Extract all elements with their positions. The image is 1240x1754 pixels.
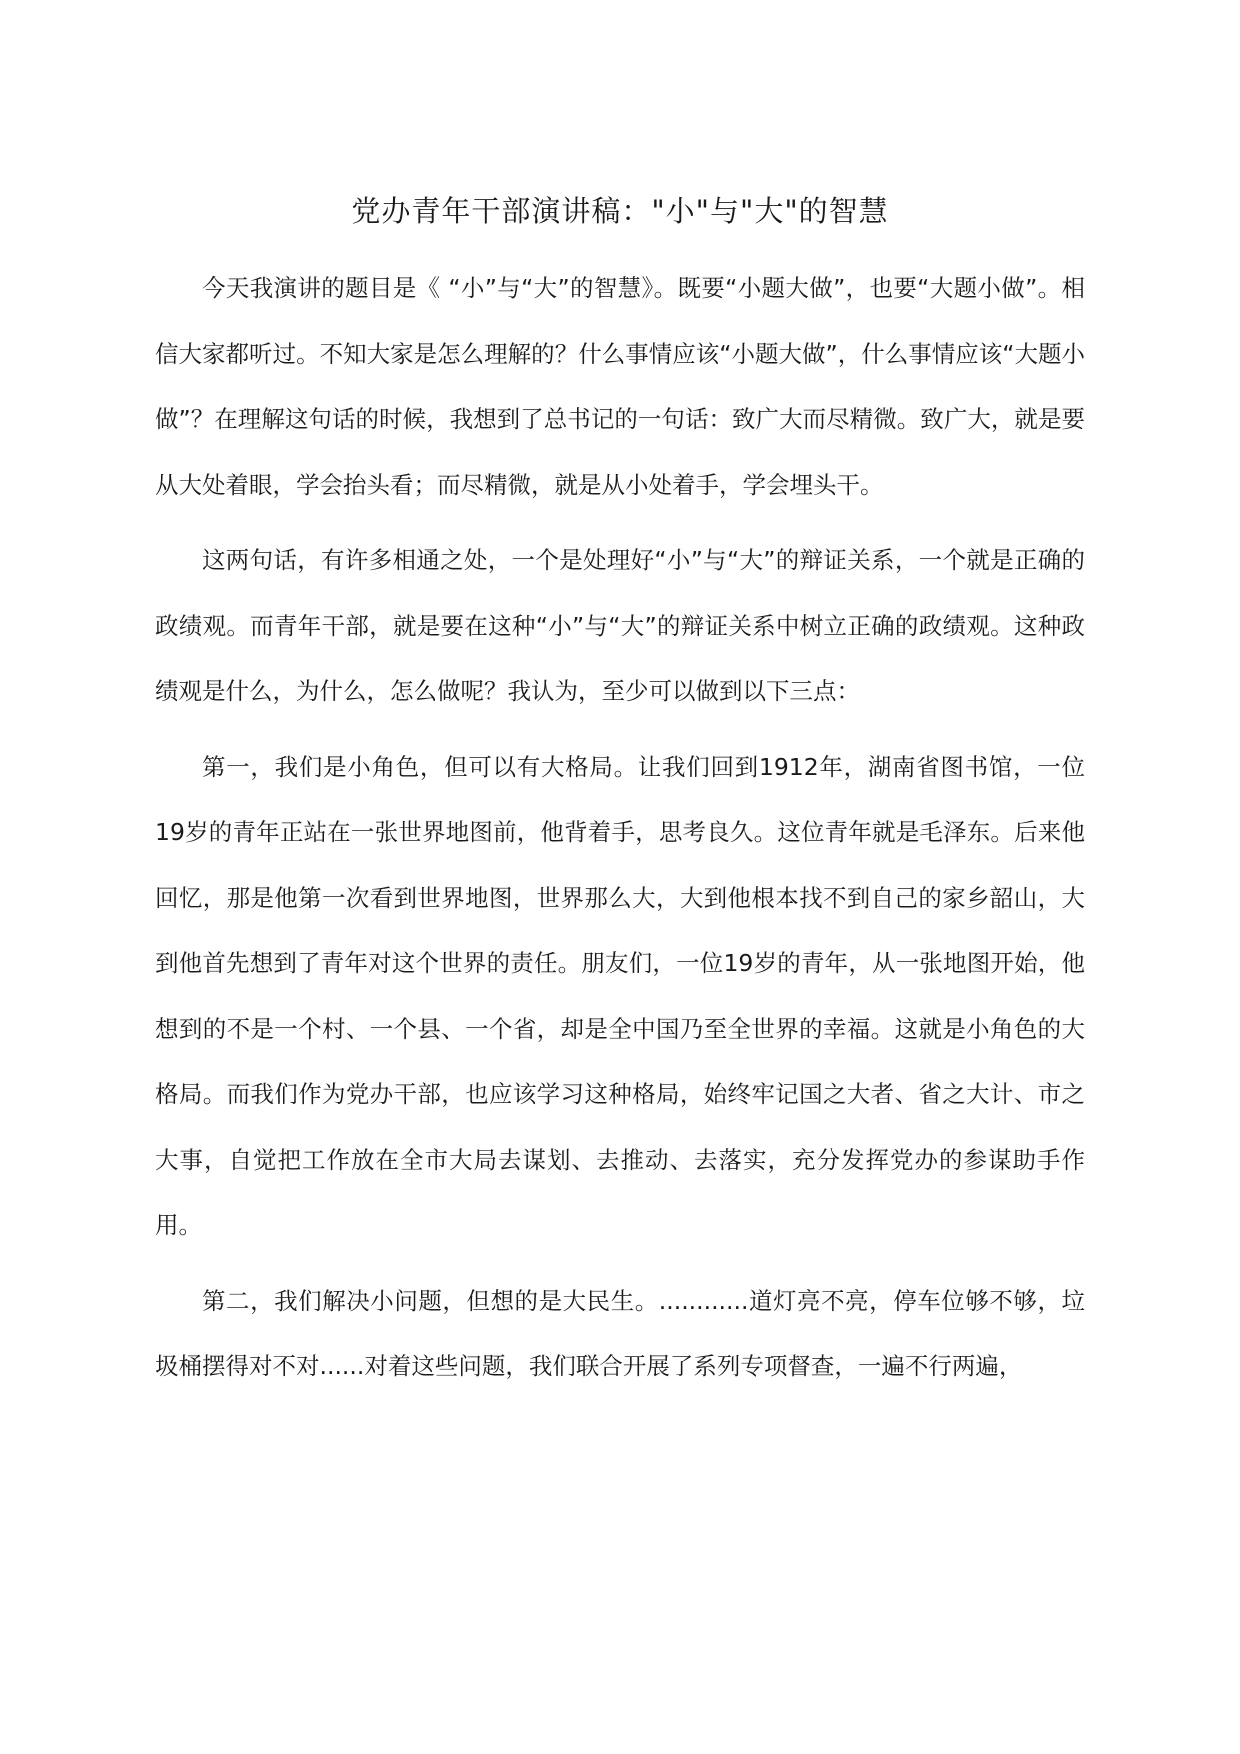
document-body (155, 256, 1085, 1410)
document-title: 党办青年干部演讲稿："小"与"大"的智慧 (351, 194, 889, 228)
paragraph-point-two: 第二，我们解决小问题，但想的是大民生。............道灯亮不亮，停车位够不够，垃圾桶摆得对不对......对着这些问题，我们联合开展了系列专项督查，一遍不行两遍， (155, 1286, 1085, 1380)
paragraph-relation: 这两句话，有许多相通之处，一个是处理好“小”与“大”的辩证关系，一个就是正确的政绩观。而青年干部，就是要在这种“小”与“大”的辩证关系中树立正确的政绩观。这种政绩观是什么，为什么，怎么做呢？我认为，至少可以做到以下三点： (155, 546, 1085, 705)
paragraph-point-one: 第一，我们是小角色，但可以有大格局。让我们回到1912年，湖南省图书馆，一位19岁的青年正站在一张世界地图前，他背着手，思考良久。这位青年就是毛泽东。后来他回忆，那是他第一次看到世界地图，世界那么大，大到他根本找不到自己的家乡韶山，大到他首先想到了青年对这个世界的责任。朋友们，一位19岁的青年，从一张地图开始，他想到的不是一个村、一个县、一个省，却是全中国乃至全世界的幸福。这就是小角色的大格局。而我们作为党办干部，也应该学习这种格局，始终牢记国之大者、省之大计、市之大事，自觉把工作放在全市大局去谋划、去推动、去落实，充分发挥党办的参谋助手作用。 (155, 752, 1085, 1239)
paragraph-intro: 今天我演讲的题目是《 “小”与“大”的智慧》。既要“小题大做”，也要“大题小做”。相信大家都听过。不知大家是怎么理解的？什么事情应该“小题大做”，什么事情应该“大题小做”？在理解这句话的时候，我想到了总书记的一句话：致广大而尽精微。致广大，就是要从大处着眼，学会抬头看；而尽精微，就是从小处着手，学会埋头干。 (155, 274, 1085, 499)
